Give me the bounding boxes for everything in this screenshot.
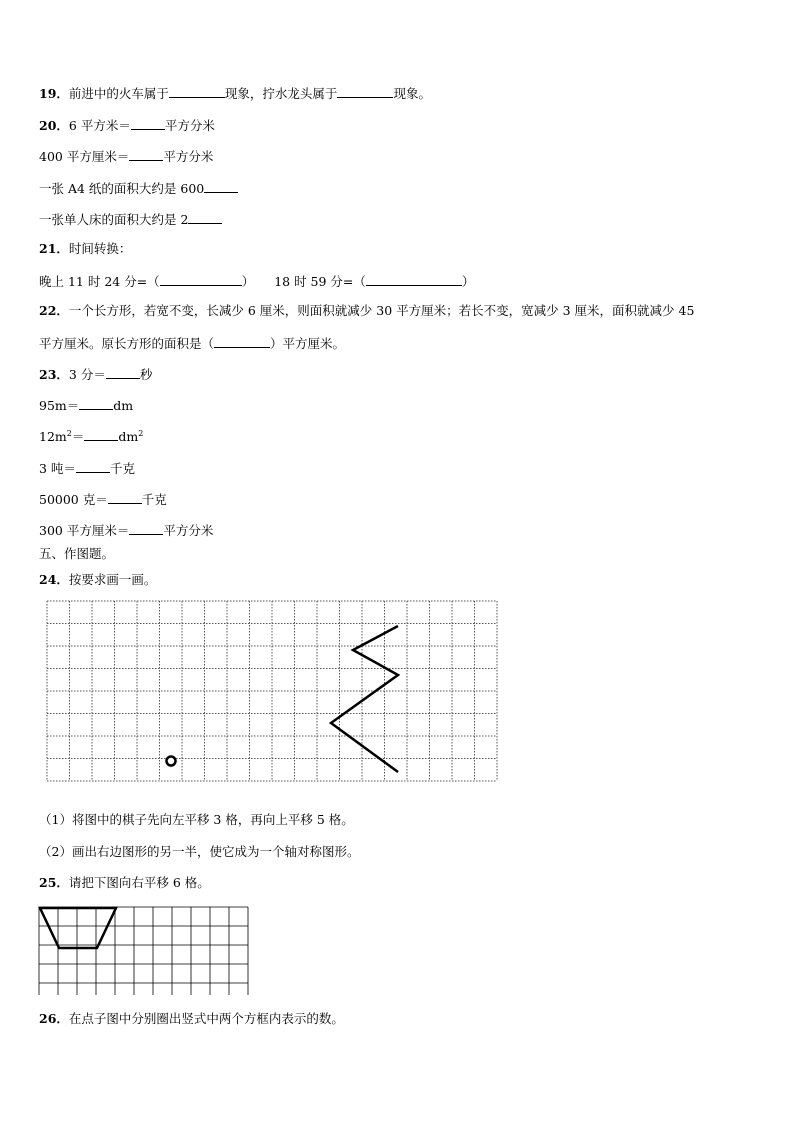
answer-blank[interactable]: [129, 147, 163, 161]
answer-blank[interactable]: [84, 427, 118, 441]
question-text: 95m＝: [39, 398, 80, 413]
question-24-task-2: [39, 844, 359, 860]
superscript: 2: [66, 428, 72, 438]
question-number: 20．: [39, 118, 69, 133]
question-number: 23．: [39, 367, 69, 382]
question-text: 一个长方形，若宽不变，长减少 6 厘米，则面积就减少 30 平方厘米；若长不变，宽减少 3 厘米，面积就减少 45: [68, 303, 695, 318]
question-text: 前进中的火车属于: [68, 86, 169, 101]
answer-blank[interactable]: [108, 490, 142, 504]
question-text: 平方分米: [164, 118, 215, 133]
answer-blank[interactable]: [129, 521, 163, 535]
question-23-line-6: [39, 521, 213, 539]
question-text: 18 时 59 分=（: [274, 274, 366, 289]
question-22-line-2: [39, 334, 345, 352]
section-title: [39, 546, 114, 562]
question-text: 按要求画一画。: [68, 572, 157, 587]
question-text: 晚上 11 时 24 分=（: [39, 274, 160, 289]
question-text: dm: [118, 429, 139, 444]
translation-grid-25[interactable]: [38, 906, 250, 995]
question-20-line-3: [39, 179, 238, 197]
answer-blank[interactable]: [160, 272, 242, 286]
question-text: 400 平方厘米＝: [39, 149, 130, 164]
question-24: [39, 572, 156, 588]
question-20-line-2: [39, 147, 213, 165]
question-23-line-1: [39, 365, 152, 383]
answer-blank[interactable]: [79, 396, 113, 410]
question-text: dm: [113, 398, 134, 413]
question-23-line-3: [39, 427, 143, 445]
question-20-line-1: [39, 116, 215, 134]
question-number: 21．: [39, 241, 69, 256]
question-text: 3 吨＝: [39, 461, 76, 476]
question-number: 24．: [39, 572, 69, 587]
trapezoid-figure: [40, 908, 116, 948]
question-23-line-5: [39, 490, 167, 508]
question-text: ）平方厘米。: [270, 336, 346, 351]
question-number: 22．: [39, 303, 69, 318]
question-text: 12m: [39, 429, 67, 444]
question-21: [39, 241, 131, 257]
question-19: [39, 84, 431, 102]
question-number: 25．: [39, 875, 69, 890]
question-20-line-4: [39, 210, 222, 228]
question-text: 平方厘米。原长方形的面积是（: [39, 336, 215, 351]
answer-blank[interactable]: [214, 334, 270, 348]
answer-blank[interactable]: [106, 365, 140, 379]
question-text: 50000 克＝: [39, 492, 108, 507]
question-26: [39, 1011, 344, 1027]
question-text: ）: [461, 274, 475, 289]
question-24-task-1: [39, 812, 354, 828]
question-text: 现象，拧水龙头属于: [224, 86, 338, 101]
question-23-line-2: [39, 396, 133, 414]
question-text: 3 分＝: [68, 367, 106, 382]
section-title-text: 五、作图题。: [39, 546, 115, 561]
question-text: 请把下图向右平移 6 格。: [68, 875, 210, 890]
question-23-line-4: [39, 459, 135, 477]
question-text: （2）画出右边图形的另一半，使它成为一个轴对称图形。: [39, 844, 360, 859]
question-text: 平方分米: [163, 149, 214, 164]
answer-blank[interactable]: [204, 179, 238, 193]
question-text: 300 平方厘米＝: [39, 523, 130, 538]
half-zigzag-figure: [331, 626, 398, 772]
question-text: 千克: [141, 492, 167, 507]
question-number: 19．: [39, 86, 69, 101]
answer-blank[interactable]: [337, 84, 393, 98]
answer-blank[interactable]: [76, 459, 110, 473]
question-text: 时间转换：: [68, 241, 132, 256]
chess-piece[interactable]: [167, 757, 176, 766]
answer-blank[interactable]: [188, 210, 222, 224]
superscript: 2: [138, 428, 144, 438]
question-number: 26．: [39, 1011, 69, 1026]
question-text: 一张单人床的面积大约是 2: [39, 212, 189, 227]
question-22: [39, 303, 694, 319]
question-text: 在点子图中分别圈出竖式中两个方框内表示的数。: [68, 1011, 344, 1026]
question-text: 平方分米: [163, 523, 214, 538]
question-text: ＝: [71, 429, 85, 444]
question-text: 6 平方米＝: [68, 118, 131, 133]
question-text: 一张 A4 纸的面积大约是 600: [39, 181, 205, 196]
answer-blank[interactable]: [366, 272, 462, 286]
question-21-line-2: [39, 272, 474, 290]
question-text: 秒: [139, 367, 153, 382]
question-text: 千克: [109, 461, 135, 476]
answer-blank[interactable]: [169, 84, 225, 98]
answer-blank[interactable]: [131, 116, 165, 130]
drawing-grid-24[interactable]: [46, 600, 502, 798]
question-text: 现象。: [393, 86, 431, 101]
question-text: ）: [241, 274, 255, 289]
question-text: （1）将图中的棋子先向左平移 3 格，再向上平移 5 格。: [39, 812, 354, 827]
question-25: [39, 875, 210, 891]
